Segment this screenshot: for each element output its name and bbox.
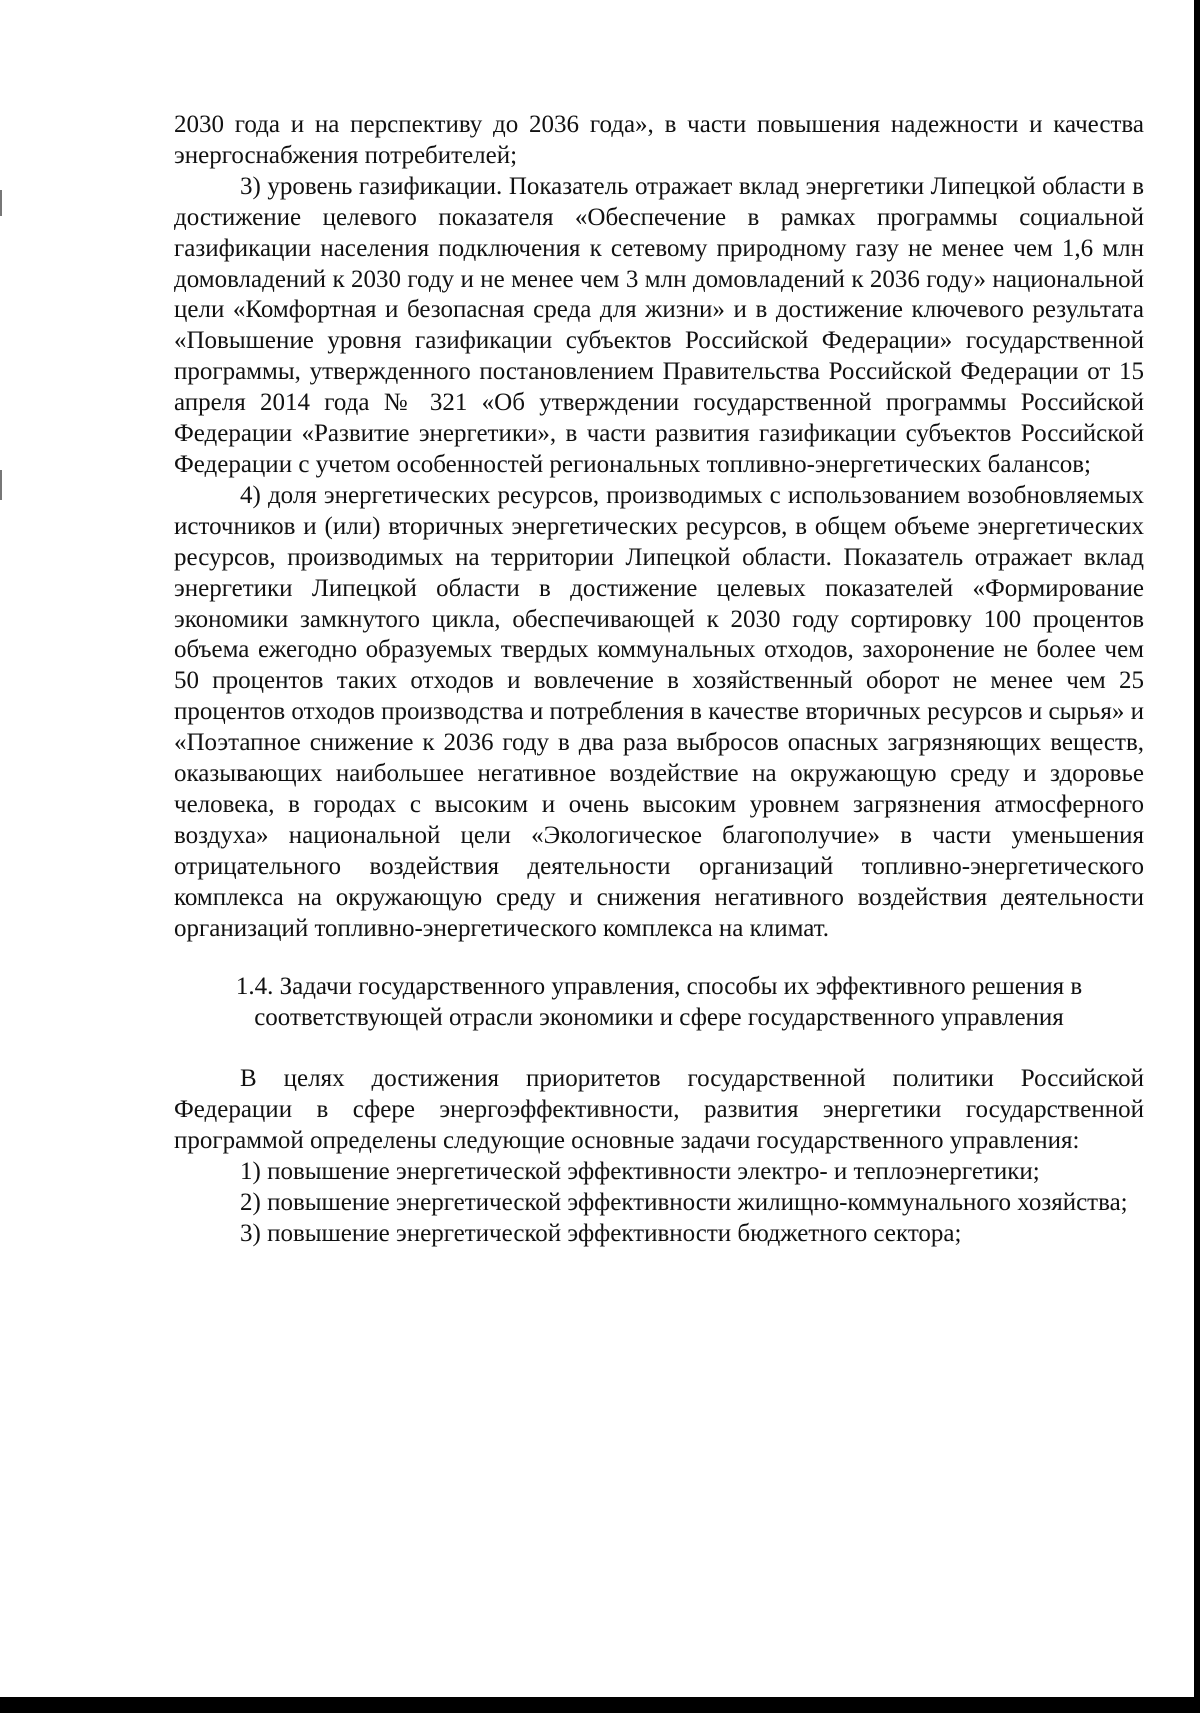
document-page: [174, 110, 1144, 1250]
scan-left-mark: [0, 470, 2, 500]
spacer: [174, 1034, 1144, 1064]
scan-left-mark: [0, 190, 2, 216]
list-item-task-3: 3) повышение энергетической эффективности бюджетного сектора;: [240, 1219, 962, 1247]
scan-bottom-edge: [0, 1697, 1200, 1713]
list-item-task-1: 1) повышение энергетической эффективности электро- и теплоэнергетики;: [240, 1158, 1040, 1185]
paragraph-renewable-share: 4) доля энергетических ресурсов, производимых с использованием возобновляемых источников и (или) вторичных энергетических ресурсов, в общем объеме энергетических ресурсов, производимых на территории Липецкой области. Показатель отражает вклад энергетики Липецкой области в достижение целевых показателей «Формирование экономики замкнутого цикла, обеспечивающей к 2030 году сортировку 100 процентов объема ежегодно образуемых твердых коммунальных отходов, захоронение не более чем 50 процентов таких отходов и вовлечение в хозяйственный оборот не менее чем 25 процентов отходов производства и потребления в качестве вторичных ресурсов и сырья» и «Поэтапное снижение к 2036 году в два раза выбросов опасных загрязняющих веществ, оказывающих наибольшее негативное воздействие на окружающую среду и здоровье человека, в городах с высоким и очень высоким уровнем загрязнения атмосферного воздуха» национальной цели «Экологическое благополучие» в части уменьшения отрицательного воздействия деятельности организаций топливно-энергетического комплекса на окружающую среду и снижения негативного воздействия деятельности организаций топливно-энергетического комплекса на климат.: [174, 481, 1144, 942]
list-item-task-2: 2) повышение энергетической эффективности жилищно-коммунального хозяйства;: [240, 1188, 1128, 1216]
paragraph-intro-tasks: В целях достижения приоритетов государственной политики Российской Федерации в сфере энергоэффективности, развития энергетики государственной программой определены следующие основные задачи государственного управления:: [174, 1065, 1144, 1155]
paragraph-continuation: 2030 года и на перспективу до 2036 года», в части повышения надежности и качества энергоснабжения потребителей;: [174, 111, 1144, 169]
paragraph-gasification: 3) уровень газификации. Показатель отражает вклад энергетики Липецкой области в достижение целевого показателя «Обеспечение в рамках программы социальной газификации населения подключения к сетевому природному газу не менее чем 1,6 млн домовладений к 2030 году и не менее чем 3 млн домовладений к 2036 году» национальной цели «Комфортная и безопасная среда для жизни» и в достижение ключевого результата «Повышение уровня газификации субъектов Российской Федерации» государственной программы, утвержденного постановлением Правительства Российской Федерации от 15 апреля 2014 года № 321 «Об утверждении государственной программы Российской Федерации «Развитие энергетики», в части развития газификации субъектов Российской Федерации с учетом особенностей региональных топливно-энергетических балансов;: [174, 172, 1144, 478]
section-heading: 1.4. Задачи государственного управления, способы их эффективного решения в соответствующей отрасли экономики и сфере государственного управления: [235, 973, 1083, 1032]
scan-right-edge: [1194, 0, 1200, 1713]
